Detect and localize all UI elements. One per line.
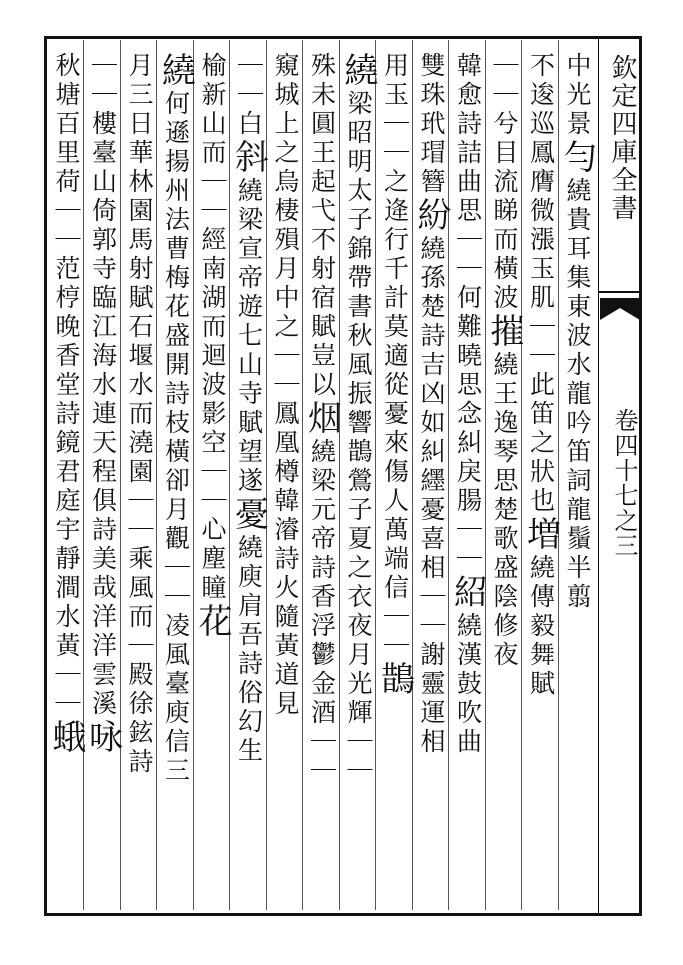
text-segment: 月三日華林園馬射賦石堰水而澆園｜｜乘風而｜殿徐鉉詩 [125, 52, 154, 777]
text-column [520, 52, 562, 902]
headword: 摧 [484, 313, 524, 351]
text-column [447, 52, 489, 902]
headword: 繞 [338, 52, 378, 90]
text-segment: 繞王逸琴思楚歌盛陰修夜 [490, 351, 519, 670]
text-column [556, 52, 598, 902]
text-segment: 逄行千計莫適從憂來傷人萬端信｜｜ [380, 197, 410, 661]
text-segment: 殊未圓王起弋不射宿賦豈以 [307, 52, 337, 400]
text-segment: 山而｜｜經南湖而迴波影空｜｜心塵瞳 [198, 110, 227, 603]
text-segment: ｜｜樓臺山倚郭寺臨江海水連天程俱詩美哉洋洋雲溪 [88, 52, 118, 719]
text-segment: 用玉｜｜之 [380, 52, 410, 197]
headword: 憂 [228, 496, 269, 534]
text-segment: 秋塘百里荷｜｜范梈晚香堂詩鏡君庭宇靜澗水黃｜｜ [52, 52, 81, 719]
fishtail-mark-icon [598, 290, 642, 326]
margin-title: 欽定四庫全書 [607, 54, 637, 222]
text-column [82, 52, 124, 902]
text-segment: 繞漢鼓吹曲 [453, 612, 483, 757]
headword: 斜 [228, 139, 269, 177]
text-segment: 鳳膺微漲玉肌｜｜此笛之狀也 [526, 139, 556, 516]
text-segment: 何遜揚州法曹梅花盛開詩枝橫卻月觀｜｜凌風臺庾信三 [161, 90, 191, 786]
text-segment: 繞梁宣帝遊七山寺賦望遂 [234, 177, 264, 496]
text-segment: 繞孫楚詩吉凶如糾纆憂喜相｜｜謝靈運相 [417, 235, 446, 757]
text-column [301, 52, 343, 902]
text-segment: 雙珠玳瑁簪 [417, 52, 446, 197]
headword: 鵲 [374, 661, 415, 699]
headword: 繞 [155, 52, 196, 90]
headword: 蛾 [46, 719, 86, 757]
text-segment: 繞梁元帝詩香浮鬱金酒｜｜ [307, 438, 337, 786]
text-segment: 中光景 [563, 52, 592, 139]
headword: 紛 [411, 197, 451, 235]
margin-volume: 卷四十七之三 [610, 408, 638, 558]
headword: 増 [520, 516, 561, 554]
text-column [374, 52, 416, 902]
text-column [264, 52, 306, 902]
text-column [191, 52, 233, 902]
headword: 勻 [557, 139, 597, 177]
text-segment: 繞傳毅舞賦 [526, 554, 556, 699]
text-segment: 不逡巡 [526, 52, 556, 139]
text-segment: 韓愈詩詰曲思｜｜何難曉思念糾戾腸｜｜ [453, 52, 483, 574]
text-column [155, 52, 197, 902]
text-segment: 榆新 [198, 52, 227, 110]
text-segment: 梁昭明太子錦帶書秋風振響鵲鶯子夏之衣夜月光輝｜｜ [344, 90, 373, 786]
text-column [410, 52, 452, 902]
text-column [45, 52, 87, 902]
headword: 烟 [301, 400, 342, 438]
text-segment: 繞貴耳集東波水龍吟笛詞龍鬚半翦 [563, 177, 592, 612]
text-segment: 繞庾肩吾詩俗幻生 [234, 534, 264, 766]
text-column [337, 52, 379, 902]
text-column [483, 52, 525, 902]
text-segment: ｜｜白 [234, 52, 264, 139]
text-column [118, 52, 160, 902]
text-segment: ｜｜兮目流睇而橫波 [490, 52, 519, 313]
text-column [228, 52, 270, 902]
text-segment: 窺城上之烏棲殞月中之｜｜鳳凰樽韓濬詩火隨黃道見 [271, 52, 300, 719]
headword: 花 [192, 603, 232, 641]
headword: 紹 [447, 574, 488, 612]
headword: 咏 [82, 719, 123, 757]
